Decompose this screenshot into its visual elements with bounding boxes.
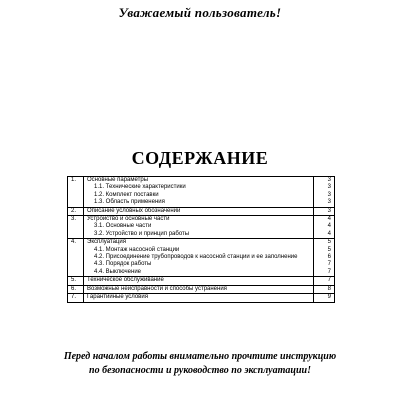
toc-subsection-page: 4 bbox=[327, 230, 331, 237]
toc-row bbox=[68, 177, 335, 208]
toc-number: 6. bbox=[68, 285, 84, 293]
toc-section-title: Гарантийные условия bbox=[87, 294, 148, 301]
toc-page-number: 4 bbox=[327, 216, 331, 223]
toc-row bbox=[68, 294, 335, 302]
toc-section-cell bbox=[84, 277, 314, 285]
toc-subsection-page: 7 bbox=[327, 261, 331, 268]
toc-number: 7. bbox=[68, 294, 84, 302]
toc-row bbox=[68, 285, 335, 293]
toc-page-cell bbox=[314, 277, 335, 285]
toc-row bbox=[68, 216, 335, 239]
toc-page-number: 9 bbox=[327, 294, 331, 301]
toc-subsection-title: 1.3. Область применения bbox=[94, 199, 165, 206]
toc-row bbox=[68, 207, 335, 215]
toc-page-cell bbox=[314, 294, 335, 302]
toc-section-cell bbox=[84, 177, 314, 208]
safety-note bbox=[0, 350, 400, 378]
safety-note-line: по безопасности и руководство по эксплуатации! bbox=[89, 365, 311, 376]
toc-table bbox=[67, 176, 335, 303]
toc-page-number: 8 bbox=[327, 285, 331, 292]
toc-section-title: Описание условных обозначений bbox=[87, 207, 181, 214]
toc-page-number: 7 bbox=[327, 277, 331, 284]
toc-subsection-title: 4.4. Выключение bbox=[94, 268, 142, 275]
toc-number: 2. bbox=[68, 207, 84, 215]
toc-section-cell bbox=[84, 207, 314, 215]
toc-subsection-page: 3 bbox=[327, 199, 331, 206]
toc-subsection-page: 6 bbox=[327, 254, 331, 261]
toc-subsection-page: 3 bbox=[327, 184, 331, 191]
toc-section-title: Основные параметры bbox=[87, 177, 149, 183]
toc-subsection-title: 4.3. Порядок работы bbox=[94, 261, 152, 268]
toc-page-cell bbox=[314, 285, 335, 293]
toc-page-cell bbox=[314, 216, 335, 239]
toc-section-cell bbox=[84, 294, 314, 302]
toc-page-number: 3 bbox=[327, 207, 331, 214]
toc-subsection-title: 3.2. Устройство и принцип работы bbox=[94, 230, 190, 237]
toc-number: 4. bbox=[68, 239, 84, 277]
safety-note-line: Перед началом работы внимательно прочтите инструкцию bbox=[63, 351, 337, 362]
toc-section-cell bbox=[84, 285, 314, 293]
toc-subsection-title: 1.2. Комплект поставки bbox=[94, 191, 159, 198]
toc-subsection-page: 3 bbox=[327, 191, 331, 198]
toc-number: 3. bbox=[68, 216, 84, 239]
toc-subsection-title: 3.1. Основные части bbox=[94, 223, 152, 230]
toc-subsection-title: 4.2. Присоединение трубопроводов к насосной станции и ее заполнение bbox=[94, 254, 298, 261]
toc-section-title: Эксплуатация bbox=[87, 239, 126, 246]
toc-row bbox=[68, 239, 335, 277]
toc-section-title: Устройство и основные части bbox=[87, 216, 170, 223]
toc-subsection-page: 7 bbox=[327, 268, 331, 275]
toc-title: СОДЕРЖАНИЕ bbox=[131, 148, 269, 168]
toc-subsection-title: 1.1. Технические характеристики bbox=[94, 184, 186, 191]
toc-number: 1. bbox=[68, 177, 84, 208]
toc-section-title: Возможные неисправности и способы устранения bbox=[87, 285, 227, 292]
toc-subsection-page: 4 bbox=[327, 223, 331, 230]
toc-subsection-page: 5 bbox=[327, 246, 331, 253]
toc-page-cell bbox=[314, 239, 335, 277]
toc-section-cell bbox=[84, 216, 314, 239]
toc-page-number: 5 bbox=[327, 239, 331, 246]
toc-section-cell bbox=[84, 239, 314, 277]
toc-section-title: Техническое обслуживание bbox=[87, 277, 164, 284]
toc-page-number: 3 bbox=[327, 177, 331, 183]
toc-subsection-title: 4.1. Монтаж насосной станции bbox=[94, 246, 180, 253]
greeting-heading: Уважаемый пользователь! bbox=[118, 5, 282, 20]
toc-number: 5. bbox=[68, 277, 84, 285]
toc-page-cell bbox=[314, 177, 335, 208]
toc-row bbox=[68, 277, 335, 285]
toc-page-cell bbox=[314, 207, 335, 215]
